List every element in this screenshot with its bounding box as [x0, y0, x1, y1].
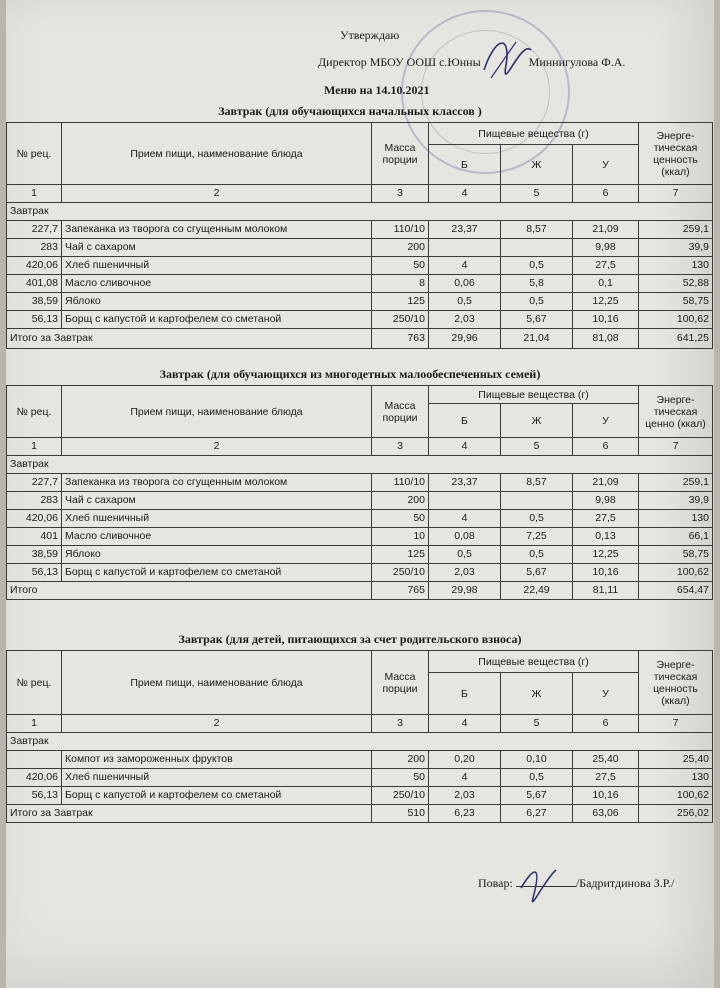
- col-dish-header: Прием пищи, наименование блюда: [62, 386, 372, 438]
- section-label: Завтрак: [7, 733, 713, 751]
- idx-cell: 5: [501, 715, 573, 733]
- carb-value: 9,98: [573, 492, 639, 510]
- table-row: [7, 474, 713, 492]
- protein-value: 0,06: [429, 275, 501, 293]
- director-line: [318, 55, 625, 70]
- total-zh: 21,04: [501, 329, 573, 349]
- protein-value: 2,03: [429, 787, 501, 805]
- total-zh: 6,27: [501, 805, 573, 823]
- portion-mass: 10: [372, 528, 429, 546]
- recipe-number: 283: [7, 239, 62, 257]
- total-mass: 763: [372, 329, 429, 349]
- col-energy-header: Энерге-тическая ценность (ккал): [639, 651, 713, 715]
- menu-date: Меню на 14.10.2021: [324, 83, 430, 97]
- idx-cell: 6: [573, 438, 639, 456]
- table1-body: [7, 221, 713, 329]
- idx-cell: 2: [62, 185, 372, 203]
- fat-value: 8,57: [501, 221, 573, 239]
- dish-name: Хлеб пшеничный: [62, 769, 372, 787]
- portion-mass: 125: [372, 293, 429, 311]
- fat-value: 5,67: [501, 787, 573, 805]
- carb-value: 27,5: [573, 769, 639, 787]
- idx-cell: 1: [7, 438, 62, 456]
- portion-mass: 110/10: [372, 221, 429, 239]
- table3-title: Завтрак (для детей, питающихся за счет родительского взноса): [178, 632, 522, 646]
- energy-value: 100,62: [639, 787, 713, 805]
- fat-value: 5,67: [501, 564, 573, 582]
- portion-mass: 250/10: [372, 311, 429, 329]
- portion-mass: 200: [372, 492, 429, 510]
- table-row: [7, 528, 713, 546]
- total-u: 63,06: [573, 805, 639, 823]
- menu-table-1: [6, 122, 713, 349]
- energy-value: 130: [639, 257, 713, 275]
- col-num-header: № рец.: [7, 123, 62, 185]
- table-row: [7, 275, 713, 293]
- fat-value: 0,5: [501, 769, 573, 787]
- recipe-number: 227,7: [7, 221, 62, 239]
- dish-name: Хлеб пшеничный: [62, 510, 372, 528]
- col-b-header: Б: [429, 404, 501, 438]
- energy-value: 39,9: [639, 239, 713, 257]
- col-b-header: Б: [429, 145, 501, 185]
- protein-value: 2,03: [429, 311, 501, 329]
- col-u-header: У: [573, 673, 639, 715]
- protein-value: 0,5: [429, 546, 501, 564]
- total-kcal: 641,25: [639, 329, 713, 349]
- recipe-number: 401: [7, 528, 62, 546]
- cook-signature: [511, 858, 566, 913]
- col-zh-header: Ж: [501, 404, 573, 438]
- table-row: [7, 787, 713, 805]
- recipe-number: 227,7: [7, 474, 62, 492]
- col-dish-header: Прием пищи, наименование блюда: [62, 123, 372, 185]
- recipe-number: 420,06: [7, 510, 62, 528]
- table3-body: [7, 751, 713, 805]
- table-row: [7, 546, 713, 564]
- recipe-number: 56,13: [7, 787, 62, 805]
- section-label: Завтрак: [7, 456, 713, 474]
- fat-value: 0,5: [501, 510, 573, 528]
- idx-cell: 3: [372, 438, 429, 456]
- col-mass-header: Масса порции: [372, 386, 429, 438]
- carb-value: 21,09: [573, 221, 639, 239]
- protein-value: [429, 492, 501, 510]
- cook-label: Повар:: [478, 876, 513, 890]
- menu-table-3: [6, 650, 713, 823]
- total-b: 29,98: [429, 582, 501, 600]
- dish-name: Борщ с капустой и картофелем со сметаной: [62, 311, 372, 329]
- recipe-number: 56,13: [7, 311, 62, 329]
- energy-value: 66,1: [639, 528, 713, 546]
- energy-value: 100,62: [639, 311, 713, 329]
- recipe-number: 38,59: [7, 293, 62, 311]
- carb-value: 27,5: [573, 257, 639, 275]
- dish-name: Масло сливочное: [62, 275, 372, 293]
- idx-cell: 2: [62, 438, 372, 456]
- protein-value: 4: [429, 510, 501, 528]
- director-name: Миннигулова Ф.А.: [528, 55, 626, 69]
- carb-value: 0,13: [573, 528, 639, 546]
- total-mass: 765: [372, 582, 429, 600]
- idx-cell: 4: [429, 438, 501, 456]
- recipe-number: [7, 751, 62, 769]
- dish-name: Чай с сахаром: [62, 492, 372, 510]
- col-b-header: Б: [429, 673, 501, 715]
- carb-value: 12,25: [573, 546, 639, 564]
- portion-mass: 50: [372, 257, 429, 275]
- col-energy-header: Энерге-тическая ценность (ккал): [639, 123, 713, 185]
- table-row: [7, 221, 713, 239]
- fat-value: 8,57: [501, 474, 573, 492]
- portion-mass: 110/10: [372, 474, 429, 492]
- col-num-header: № рец.: [7, 651, 62, 715]
- recipe-number: 283: [7, 492, 62, 510]
- idx-cell: 7: [639, 438, 713, 456]
- carb-value: 21,09: [573, 474, 639, 492]
- fat-value: 0,5: [501, 257, 573, 275]
- dish-name: Компот из замороженных фруктов: [62, 751, 372, 769]
- energy-value: 58,75: [639, 293, 713, 311]
- portion-mass: 50: [372, 769, 429, 787]
- col-energy-header: Энерге-тическая ценно (ккал): [639, 386, 713, 438]
- total-u: 81,08: [573, 329, 639, 349]
- carb-value: 10,16: [573, 564, 639, 582]
- idx-cell: 6: [573, 715, 639, 733]
- energy-value: 259,1: [639, 221, 713, 239]
- col-u-header: У: [573, 145, 639, 185]
- document-page: [6, 0, 714, 988]
- fat-value: 0,10: [501, 751, 573, 769]
- table-row: [7, 510, 713, 528]
- total-kcal: 256,02: [639, 805, 713, 823]
- total-kcal: 654,47: [639, 582, 713, 600]
- idx-cell: 7: [639, 715, 713, 733]
- portion-mass: 50: [372, 510, 429, 528]
- protein-value: 23,37: [429, 474, 501, 492]
- protein-value: 0,5: [429, 293, 501, 311]
- recipe-number: 401,08: [7, 275, 62, 293]
- fat-value: [501, 492, 573, 510]
- col-nutrients-header: Пищевые вещества (г): [429, 386, 639, 404]
- carb-value: 12,25: [573, 293, 639, 311]
- portion-mass: 200: [372, 751, 429, 769]
- dish-name: Хлеб пшеничный: [62, 257, 372, 275]
- protein-value: 2,03: [429, 564, 501, 582]
- total-label: Итого за Завтрак: [7, 329, 372, 349]
- carb-value: 9,98: [573, 239, 639, 257]
- protein-value: 0,08: [429, 528, 501, 546]
- table-row: [7, 492, 713, 510]
- idx-cell: 5: [501, 185, 573, 203]
- col-nutrients-header: Пищевые вещества (г): [429, 651, 639, 673]
- carb-value: 0,1: [573, 275, 639, 293]
- idx-cell: 1: [7, 185, 62, 203]
- portion-mass: 125: [372, 546, 429, 564]
- dish-name: Борщ с капустой и картофелем со сметаной: [62, 564, 372, 582]
- col-zh-header: Ж: [501, 673, 573, 715]
- table-row: [7, 751, 713, 769]
- idx-cell: 4: [429, 185, 501, 203]
- col-nutrients-header: Пищевые вещества (г): [429, 123, 639, 145]
- protein-value: 4: [429, 257, 501, 275]
- idx-cell: 2: [62, 715, 372, 733]
- total-u: 81,11: [573, 582, 639, 600]
- total-label: Итого за Завтрак: [7, 805, 372, 823]
- portion-mass: 200: [372, 239, 429, 257]
- idx-cell: 7: [639, 185, 713, 203]
- cook-name: /Бадритдинова З.Р./: [575, 876, 675, 890]
- recipe-number: 420,06: [7, 769, 62, 787]
- protein-value: 4: [429, 769, 501, 787]
- approve-label: Утверждаю: [340, 28, 400, 42]
- dish-name: Чай с сахаром: [62, 239, 372, 257]
- total-label: Итого: [7, 582, 372, 600]
- dish-name: Борщ с капустой и картофелем со сметаной: [62, 787, 372, 805]
- carb-value: 25,40: [573, 751, 639, 769]
- energy-value: 52,88: [639, 275, 713, 293]
- idx-cell: 3: [372, 185, 429, 203]
- carb-value: 27,5: [573, 510, 639, 528]
- col-u-header: У: [573, 404, 639, 438]
- protein-value: [429, 239, 501, 257]
- total-b: 29,96: [429, 329, 501, 349]
- table1-title: Завтрак (для обучающихся начальных классов ): [218, 104, 482, 118]
- carb-value: 10,16: [573, 311, 639, 329]
- portion-mass: 8: [372, 275, 429, 293]
- col-mass-header: Масса порции: [372, 651, 429, 715]
- total-b: 6,23: [429, 805, 501, 823]
- idx-cell: 6: [573, 185, 639, 203]
- table-row: [7, 311, 713, 329]
- director-school: Директор МБОУ ООШ с.Юнны: [318, 55, 481, 69]
- energy-value: 259,1: [639, 474, 713, 492]
- table-row: [7, 257, 713, 275]
- recipe-number: 38,59: [7, 546, 62, 564]
- protein-value: 0,20: [429, 751, 501, 769]
- energy-value: 130: [639, 510, 713, 528]
- fat-value: 0,5: [501, 293, 573, 311]
- protein-value: 23,37: [429, 221, 501, 239]
- col-num-header: № рец.: [7, 386, 62, 438]
- idx-cell: 1: [7, 715, 62, 733]
- dish-name: Масло сливочное: [62, 528, 372, 546]
- portion-mass: 250/10: [372, 787, 429, 805]
- dish-name: Запеканка из творога со сгущенным молоком: [62, 474, 372, 492]
- idx-cell: 3: [372, 715, 429, 733]
- fat-value: 0,5: [501, 546, 573, 564]
- dish-name: Запеканка из творога со сгущенным молоком: [62, 221, 372, 239]
- dish-name: Яблоко: [62, 546, 372, 564]
- fat-value: 5,8: [501, 275, 573, 293]
- energy-value: 39,9: [639, 492, 713, 510]
- idx-cell: 5: [501, 438, 573, 456]
- total-zh: 22,49: [501, 582, 573, 600]
- idx-cell: 4: [429, 715, 501, 733]
- table-row: [7, 239, 713, 257]
- recipe-number: 420,06: [7, 257, 62, 275]
- carb-value: 10,16: [573, 787, 639, 805]
- energy-value: 58,75: [639, 546, 713, 564]
- menu-table-2: [6, 385, 713, 600]
- table-row: [7, 564, 713, 582]
- total-mass: 510: [372, 805, 429, 823]
- fat-value: [501, 239, 573, 257]
- dish-name: Яблоко: [62, 293, 372, 311]
- recipe-number: 56,13: [7, 564, 62, 582]
- energy-value: 25,40: [639, 751, 713, 769]
- col-mass-header: Масса порции: [372, 123, 429, 185]
- portion-mass: 250/10: [372, 564, 429, 582]
- fat-value: 7,25: [501, 528, 573, 546]
- cook-line: [478, 876, 674, 891]
- section-label: Завтрак: [7, 203, 713, 221]
- col-zh-header: Ж: [501, 145, 573, 185]
- fat-value: 5,67: [501, 311, 573, 329]
- table-row: [7, 769, 713, 787]
- table2-title: Завтрак (для обучающихся из многодетных малообеспеченных семей): [159, 367, 541, 381]
- table2-body: [7, 474, 713, 582]
- col-dish-header: Прием пищи, наименование блюда: [62, 651, 372, 715]
- energy-value: 130: [639, 769, 713, 787]
- table-row: [7, 293, 713, 311]
- energy-value: 100,62: [639, 564, 713, 582]
